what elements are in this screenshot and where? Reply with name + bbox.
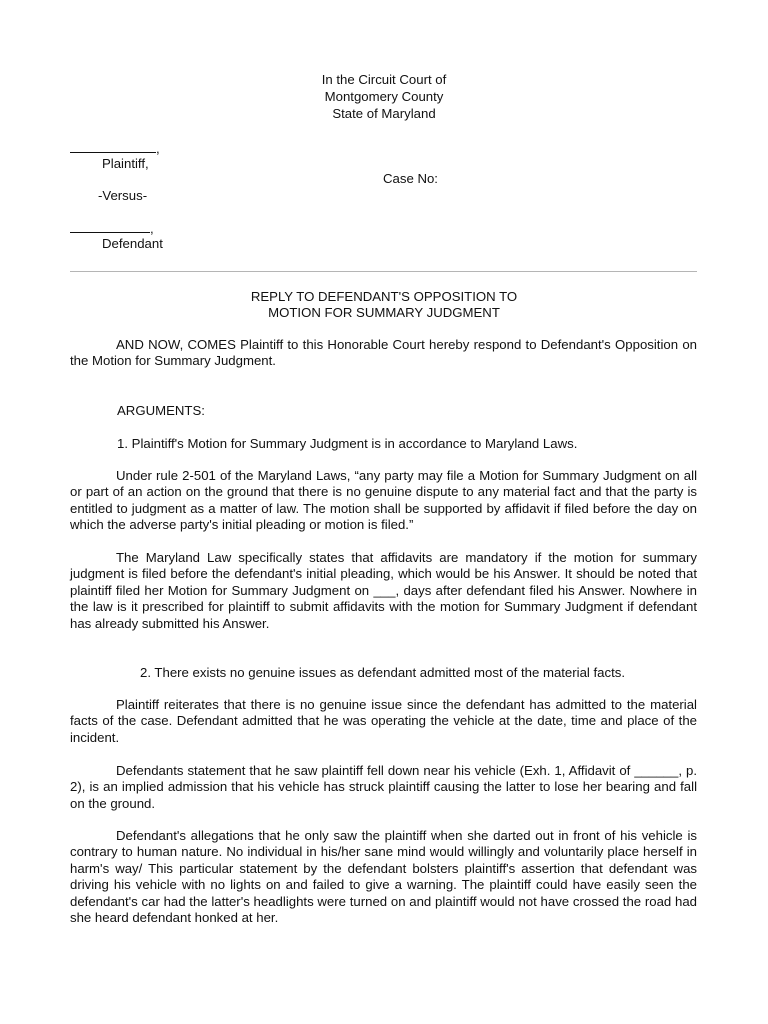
caption-divider <box>70 271 697 272</box>
argument-1-heading: 1. Plaintiff's Motion for Summary Judgment is in accordance to Maryland Laws. <box>117 436 578 451</box>
versus-label: -Versus- <box>98 188 148 203</box>
case-caption <box>70 140 270 252</box>
plaintiff-label: Plaintiff, <box>102 156 149 171</box>
intro-text: AND NOW, COMES Plaintiff to this Honorable Court hereby respond to Defendant's Opposition on the Motion for Summary Judgment. <box>70 337 697 369</box>
court-line-2: Montgomery County <box>324 89 444 104</box>
defendant-label: Defendant <box>102 236 163 251</box>
plaintiff-name-blank <box>70 140 156 153</box>
argument-2-paragraph-2 <box>70 763 697 812</box>
intro-paragraph <box>70 337 697 370</box>
argument-2-heading: 2. There exists no genuine issues as defendant admitted most of the material facts. <box>140 665 626 680</box>
defendant-name-line: , <box>70 220 270 236</box>
case-number-label: Case No: <box>383 171 438 186</box>
argument-1-paragraph-2 <box>70 550 697 632</box>
argument-2-paragraph-3-text: Defendant's allegations that he only saw the plaintiff when she darted out in front of his vehicle is contrary to human nature. No individual in his/her sane mind would willingly and voluntarily place herself in harm's way/ This particular statement by the defendant bolsters plaintiff's assertion that defendant was driving his vehicle with no lights on and failed to give a warning. The plaintiff could have easily seen the defendant's car had the latter's headlights were turned on and plaintiff would not have crossed the road had she heard defendant honked at her. <box>70 828 697 926</box>
argument-2-paragraph-1 <box>70 697 697 746</box>
arguments-heading: ARGUMENTS: <box>117 403 205 418</box>
court-line-3: State of Maryland <box>332 106 436 121</box>
argument-1-paragraph-2-text: The Maryland Law specifically states that affidavits are mandatory if the motion for summary judgment is filed before the defendant's initial pleading, which would be his Answer. It should be noted that plaintiff filed her Motion for Summary Judgment on ___, days after defendant filed his Answer. Nowhere in the law is it prescribed for plaintiff to submit affidavits with the motion for Summary Judgment if defendant has already submitted his Answer. <box>70 550 697 631</box>
argument-2-paragraph-3 <box>70 828 697 926</box>
court-line-1: In the Circuit Court of <box>321 72 447 87</box>
title-line-2: MOTION FOR SUMMARY JUDGMENT <box>268 305 500 320</box>
title-line-1: REPLY TO DEFENDANT'S OPPOSITION TO <box>250 289 518 304</box>
argument-2-paragraph-2-text: Defendants statement that he saw plaintiff fell down near his vehicle (Exh. 1, Affidavit of ______, p. 2), is an implied admission that his vehicle has struck plaintiff causing the latter to lose her bearing and fall on the ground. <box>70 763 697 811</box>
court-header <box>0 72 768 123</box>
plaintiff-name-line: , <box>70 140 270 156</box>
document-title <box>0 289 768 321</box>
argument-1-paragraph-1-text: Under rule 2-501 of the Maryland Laws, “any party may file a Motion for Summary Judgment on all or part of an action on the ground that there is no genuine dispute to any material fact and that the party is entitled to judgment as a matter of law. The motion shall be supported by affidavit if filed before the day on which the adverse party's initial pleading or motion is filed.” <box>70 468 697 533</box>
argument-1-paragraph-1 <box>70 468 697 534</box>
defendant-name-blank <box>70 220 150 233</box>
argument-2-paragraph-1-text: Plaintiff reiterates that there is no genuine issue since the defendant has admitted to the material facts of the case. Defendant admitted that he was operating the vehicle at the date, time and place of the incident. <box>70 697 697 745</box>
